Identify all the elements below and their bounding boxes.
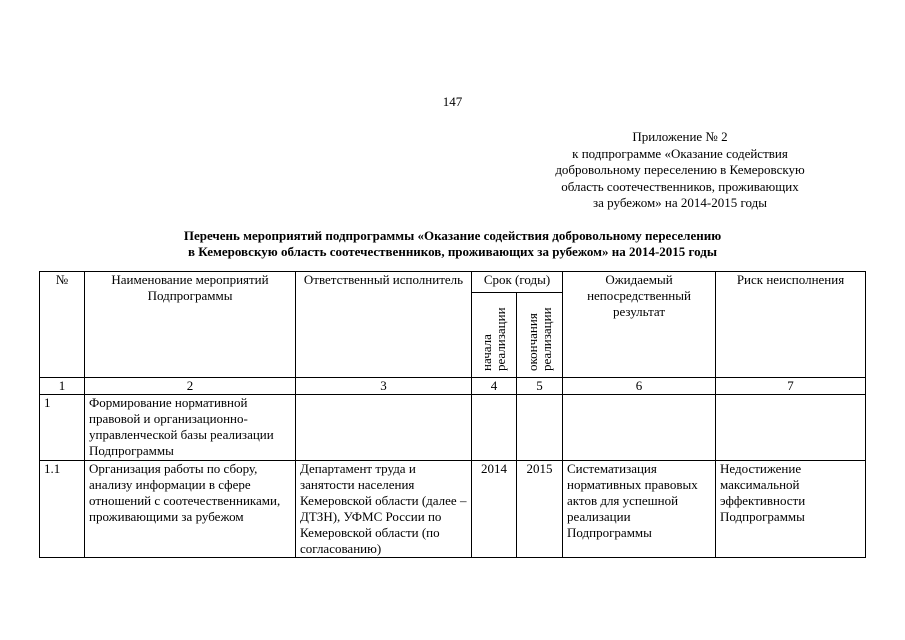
document-title-line: Перечень мероприятий подпрограммы «Оказание содействия добровольному переселению: [183, 228, 722, 243]
cell-end: [517, 395, 563, 461]
measures-table: [39, 271, 866, 558]
document-title-line: в Кемеровскую область соотечественников, проживающих за рубежом» на 2014-2015 годы: [188, 244, 717, 259]
appendix-line: Приложение № 2: [632, 129, 728, 144]
column-number-row: [40, 378, 866, 395]
page-number: 147: [442, 94, 463, 109]
col-header-start: [472, 293, 517, 378]
cell-executor: Департамент труда и занятости населения Кемеровской области (далее – ДТЗН), УФМС России по Кемеровской области (по согласованию): [296, 461, 472, 558]
cell-risk: [716, 395, 866, 461]
appendix-line: добровольному переселению в Кемеровскую: [555, 162, 805, 177]
column-number: 5: [517, 378, 563, 395]
appendix-line: к подпрограмме «Оказание содействия: [572, 145, 788, 161]
appendix-line: за рубежом» на 2014-2015 годы: [593, 195, 767, 210]
col-header-executor: Ответственный исполнитель: [296, 272, 472, 378]
col-header-end-label: окончания реализации: [524, 307, 554, 371]
appendix-line: область соотечественников, проживающих: [561, 178, 799, 194]
document-title: [0, 228, 905, 260]
cell-executor: [296, 395, 472, 461]
table-row: [40, 395, 866, 461]
cell-risk: Недостижение максимальной эффективности Подпрограммы: [716, 461, 866, 558]
cell-start: [472, 395, 517, 461]
header-row: [40, 272, 866, 293]
col-header-end: [517, 293, 563, 378]
col-header-risk: Риск неисполнения: [716, 272, 866, 378]
col-header-result: Ожидаемый непосредственный результат: [563, 272, 716, 378]
column-number: 2: [85, 378, 296, 395]
column-number: 4: [472, 378, 517, 395]
appendix-note: [533, 129, 827, 212]
cell-start: 2014: [472, 461, 517, 558]
cell-end: 2015: [517, 461, 563, 558]
col-header-number: №: [40, 272, 85, 378]
column-number: 6: [563, 378, 716, 395]
table-row: [40, 461, 866, 558]
col-header-start-label: начала реализации: [479, 307, 508, 371]
col-header-term: Срок (годы): [472, 272, 563, 293]
cell-result: Систематизация нормативных правовых актов для успешной реализации Подпрограммы: [563, 461, 716, 558]
cell-name: Формирование нормативной правовой и организационно-управленческой базы реализации Подпрограммы: [85, 395, 296, 461]
column-number: 7: [716, 378, 866, 395]
col-header-name: Наименование мероприятий Подпрограммы: [85, 272, 296, 378]
cell-number: 1.1: [40, 461, 85, 558]
cell-result: [563, 395, 716, 461]
column-number: 3: [296, 378, 472, 395]
column-number: 1: [40, 378, 85, 395]
cell-number: 1: [40, 395, 85, 461]
cell-name: Организация работы по сбору, анализу информации в сфере отношений с соотечественниками, проживающими за рубежом: [85, 461, 296, 558]
